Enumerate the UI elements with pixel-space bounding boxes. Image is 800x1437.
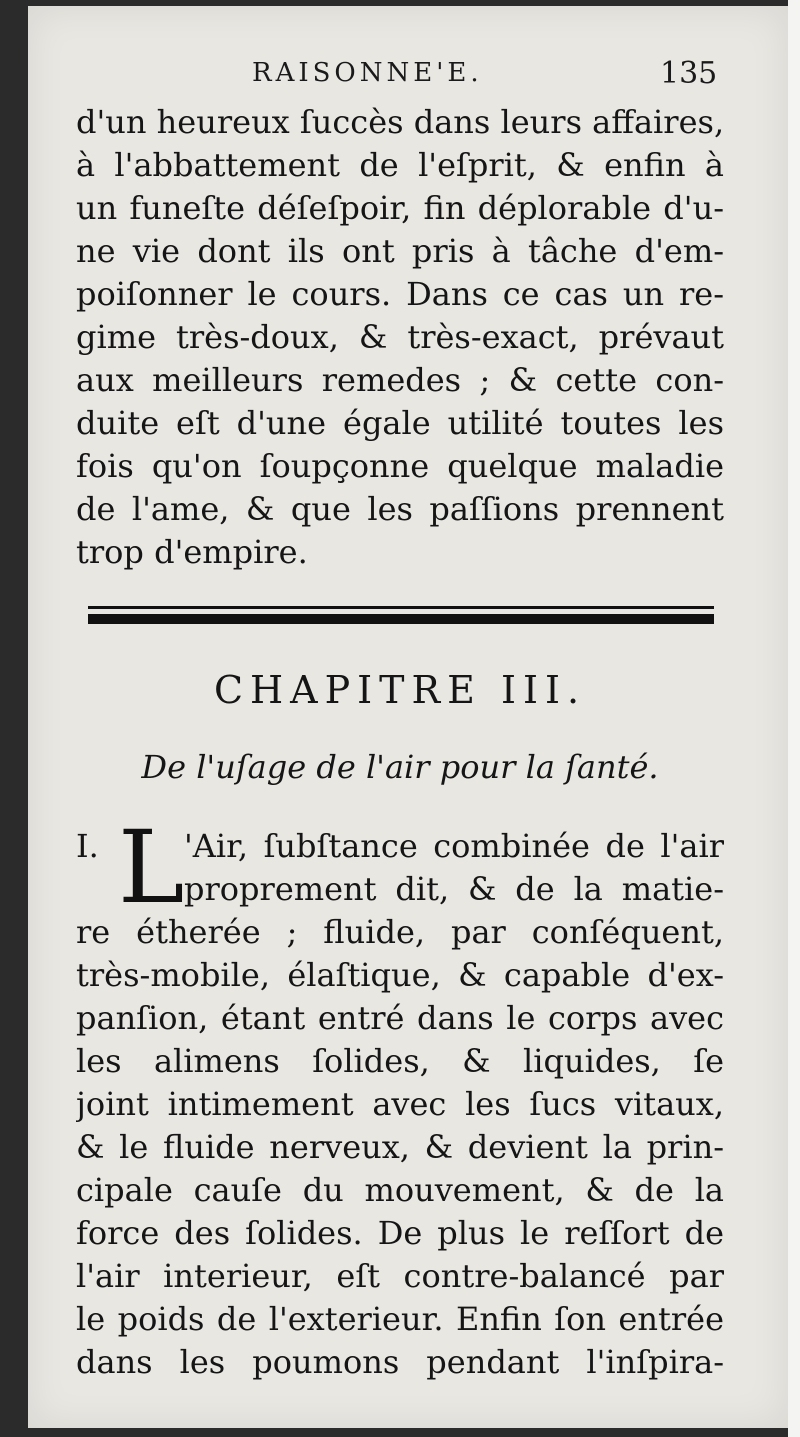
text-line: duite eſt d'une égale utilité toutes les <box>76 404 724 442</box>
text-line: les alimens ſolides, & liquides, ſe <box>76 1042 724 1080</box>
drop-cap: L <box>118 809 185 926</box>
rule-thin-line <box>88 606 714 609</box>
text-line: fois qu'on ſoupçonne quelque maladie <box>76 447 724 485</box>
text-line: dans les poumons pendant l'inſpira- <box>76 1343 724 1381</box>
text-line: à l'abbattement de l'eſprit, & enfin à <box>76 146 724 184</box>
section-number: I. <box>76 827 99 865</box>
text-line: force des ſolides. De plus le reſſort de <box>76 1214 724 1252</box>
text-line: gime très-doux, & très-exact, prévaut <box>76 318 724 356</box>
page-number: 135 <box>660 56 718 91</box>
text-line: l'air interieur, eſt contre-balancé par <box>76 1257 724 1295</box>
text-line: poiſonner le cours. Dans ce cas un re- <box>76 275 724 313</box>
text-line: & le fluide nerveux, & devient la prin- <box>76 1128 724 1166</box>
page-header <box>0 56 800 92</box>
text-line: ne vie dont ils ont pris à tâche d'em- <box>76 232 724 270</box>
rule-thick-line <box>88 614 714 624</box>
text-line-last: trop d'empire. <box>76 533 308 571</box>
text-line: le poids de l'exterieur. Enfin ſon entrée <box>76 1300 724 1338</box>
text-line: cipale cauſe du mouvement, & de la <box>76 1171 724 1209</box>
text-line: joint intimement avec les ſucs vitaux, <box>76 1085 724 1123</box>
text-line: re étherée ; fluide, par conſéquent, <box>76 913 724 951</box>
chapter-title: CHAPITRE III. <box>213 668 587 712</box>
text-line: de l'ame, & que les paſſions prennent <box>76 490 724 528</box>
text-line: très-mobile, élaſtique, & capable d'ex- <box>76 956 724 994</box>
text-line: panſion, étant entré dans le corps avec <box>76 999 724 1037</box>
running-head: RAISONNE'E. <box>252 58 483 88</box>
chapter-divider-rule <box>88 606 714 630</box>
text-line: un funeſte déſeſpoir, fin déplorable d'u- <box>76 189 724 227</box>
page-edge <box>788 0 800 1437</box>
text-line: d'un heureux ſuccès dans leurs affaires, <box>76 103 724 141</box>
text-line: 'Air, ſubſtance combinée de l'air <box>184 827 724 865</box>
chapter-subtitle: De l'uſage de l'air pour la ſanté. <box>141 748 659 786</box>
text-line: proprement dit, & de la matie- <box>184 870 724 908</box>
text-line: aux meilleurs remedes ; & cette con- <box>76 361 724 399</box>
